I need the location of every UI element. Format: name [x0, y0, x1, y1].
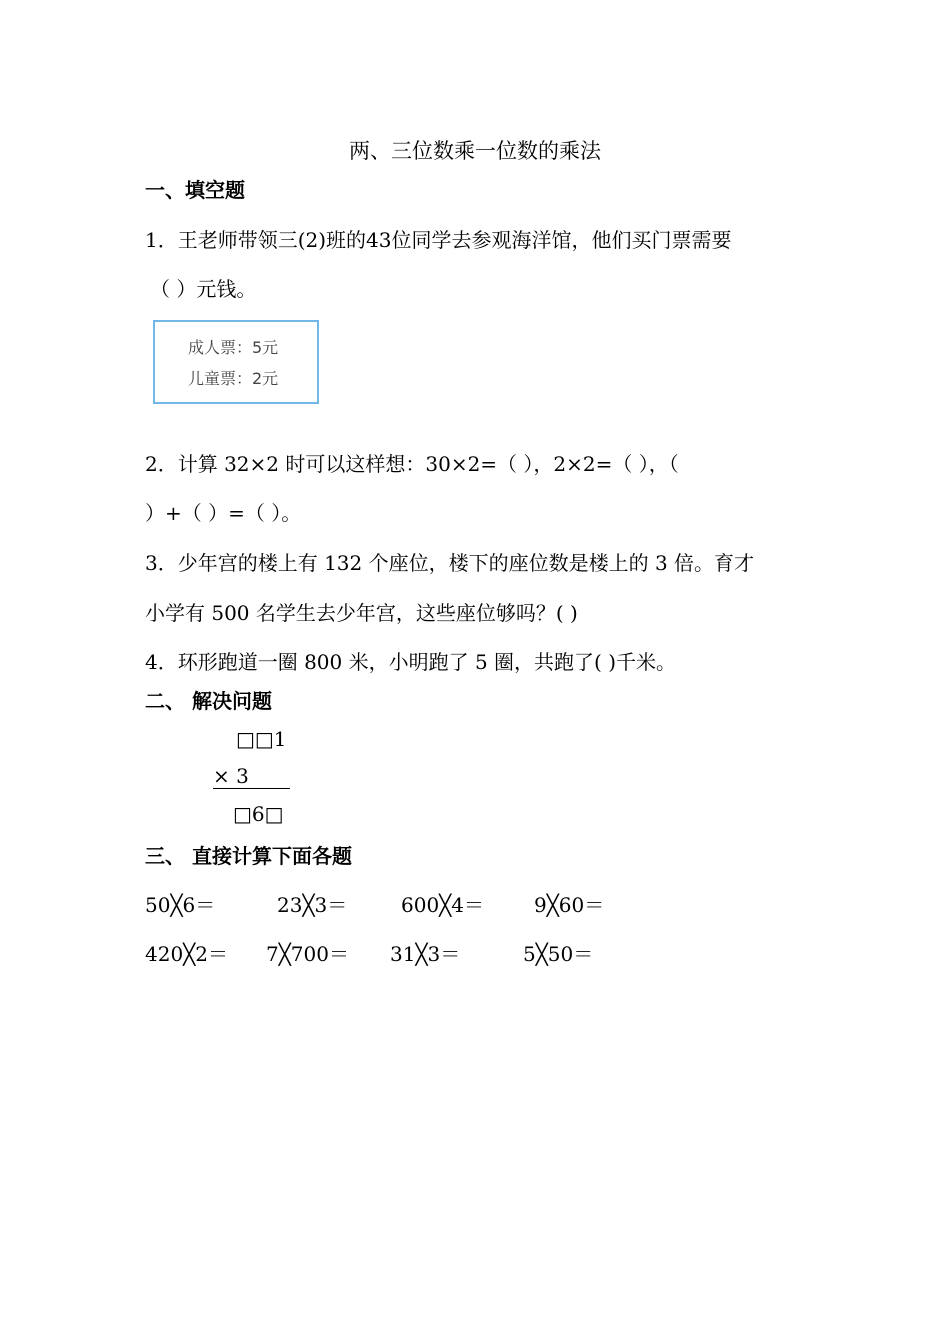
ticket-price-box: [153, 320, 319, 404]
question-1-line-1: 1．王老师带领三(2)班的43位同学去参观海洋馆，他们买门票需要: [145, 228, 732, 252]
multiplication-middle-row: × 3: [213, 764, 249, 788]
calc-item: 9╳60＝: [534, 893, 605, 917]
question-2-line-2: ）+（ ）=（ ）。: [145, 501, 302, 525]
page-title: 两、三位数乘一位数的乘法: [349, 139, 601, 163]
calc-item: 23╳3＝: [277, 893, 348, 917]
calc-item: 5╳50＝: [523, 942, 594, 966]
question-1-line-2: （ ）元钱。: [150, 277, 257, 301]
multiplication-top-row: □□1: [236, 727, 287, 751]
question-4-line-1: 4．环形跑道一圈 800 米，小明跑了 5 圈，共跑了( )千米。: [145, 650, 677, 674]
section-heading-direct-calculation: 三、 直接计算下面各题: [145, 844, 352, 868]
question-3-line-2: 小学有 500 名学生去少年宫，这些座位够吗？( ): [145, 601, 578, 625]
calc-item: 50╳6＝: [145, 893, 216, 917]
section-heading-solve-problems: 二、 解决问题: [145, 689, 272, 713]
question-2-line-1: 2．计算 32×2 时可以这样想：30×2=（ ），2×2=（ ），（: [145, 452, 679, 476]
multiplication-bottom-row: □6□: [233, 802, 284, 826]
adult-ticket-price: 成人票：5元: [188, 338, 279, 357]
multiplication-underline: [213, 788, 290, 789]
calc-item: 7╳700＝: [266, 942, 349, 966]
calc-item: 31╳3＝: [390, 942, 461, 966]
section-heading-fill-blank: 一、填空题: [145, 178, 245, 202]
question-3-line-1: 3．少年宫的楼上有 132 个座位，楼下的座位数是楼上的 3 倍。育才: [145, 551, 755, 575]
calc-item: 600╳4＝: [401, 893, 484, 917]
calc-item: 420╳2＝: [145, 942, 228, 966]
child-ticket-price: 儿童票：2元: [188, 369, 279, 388]
